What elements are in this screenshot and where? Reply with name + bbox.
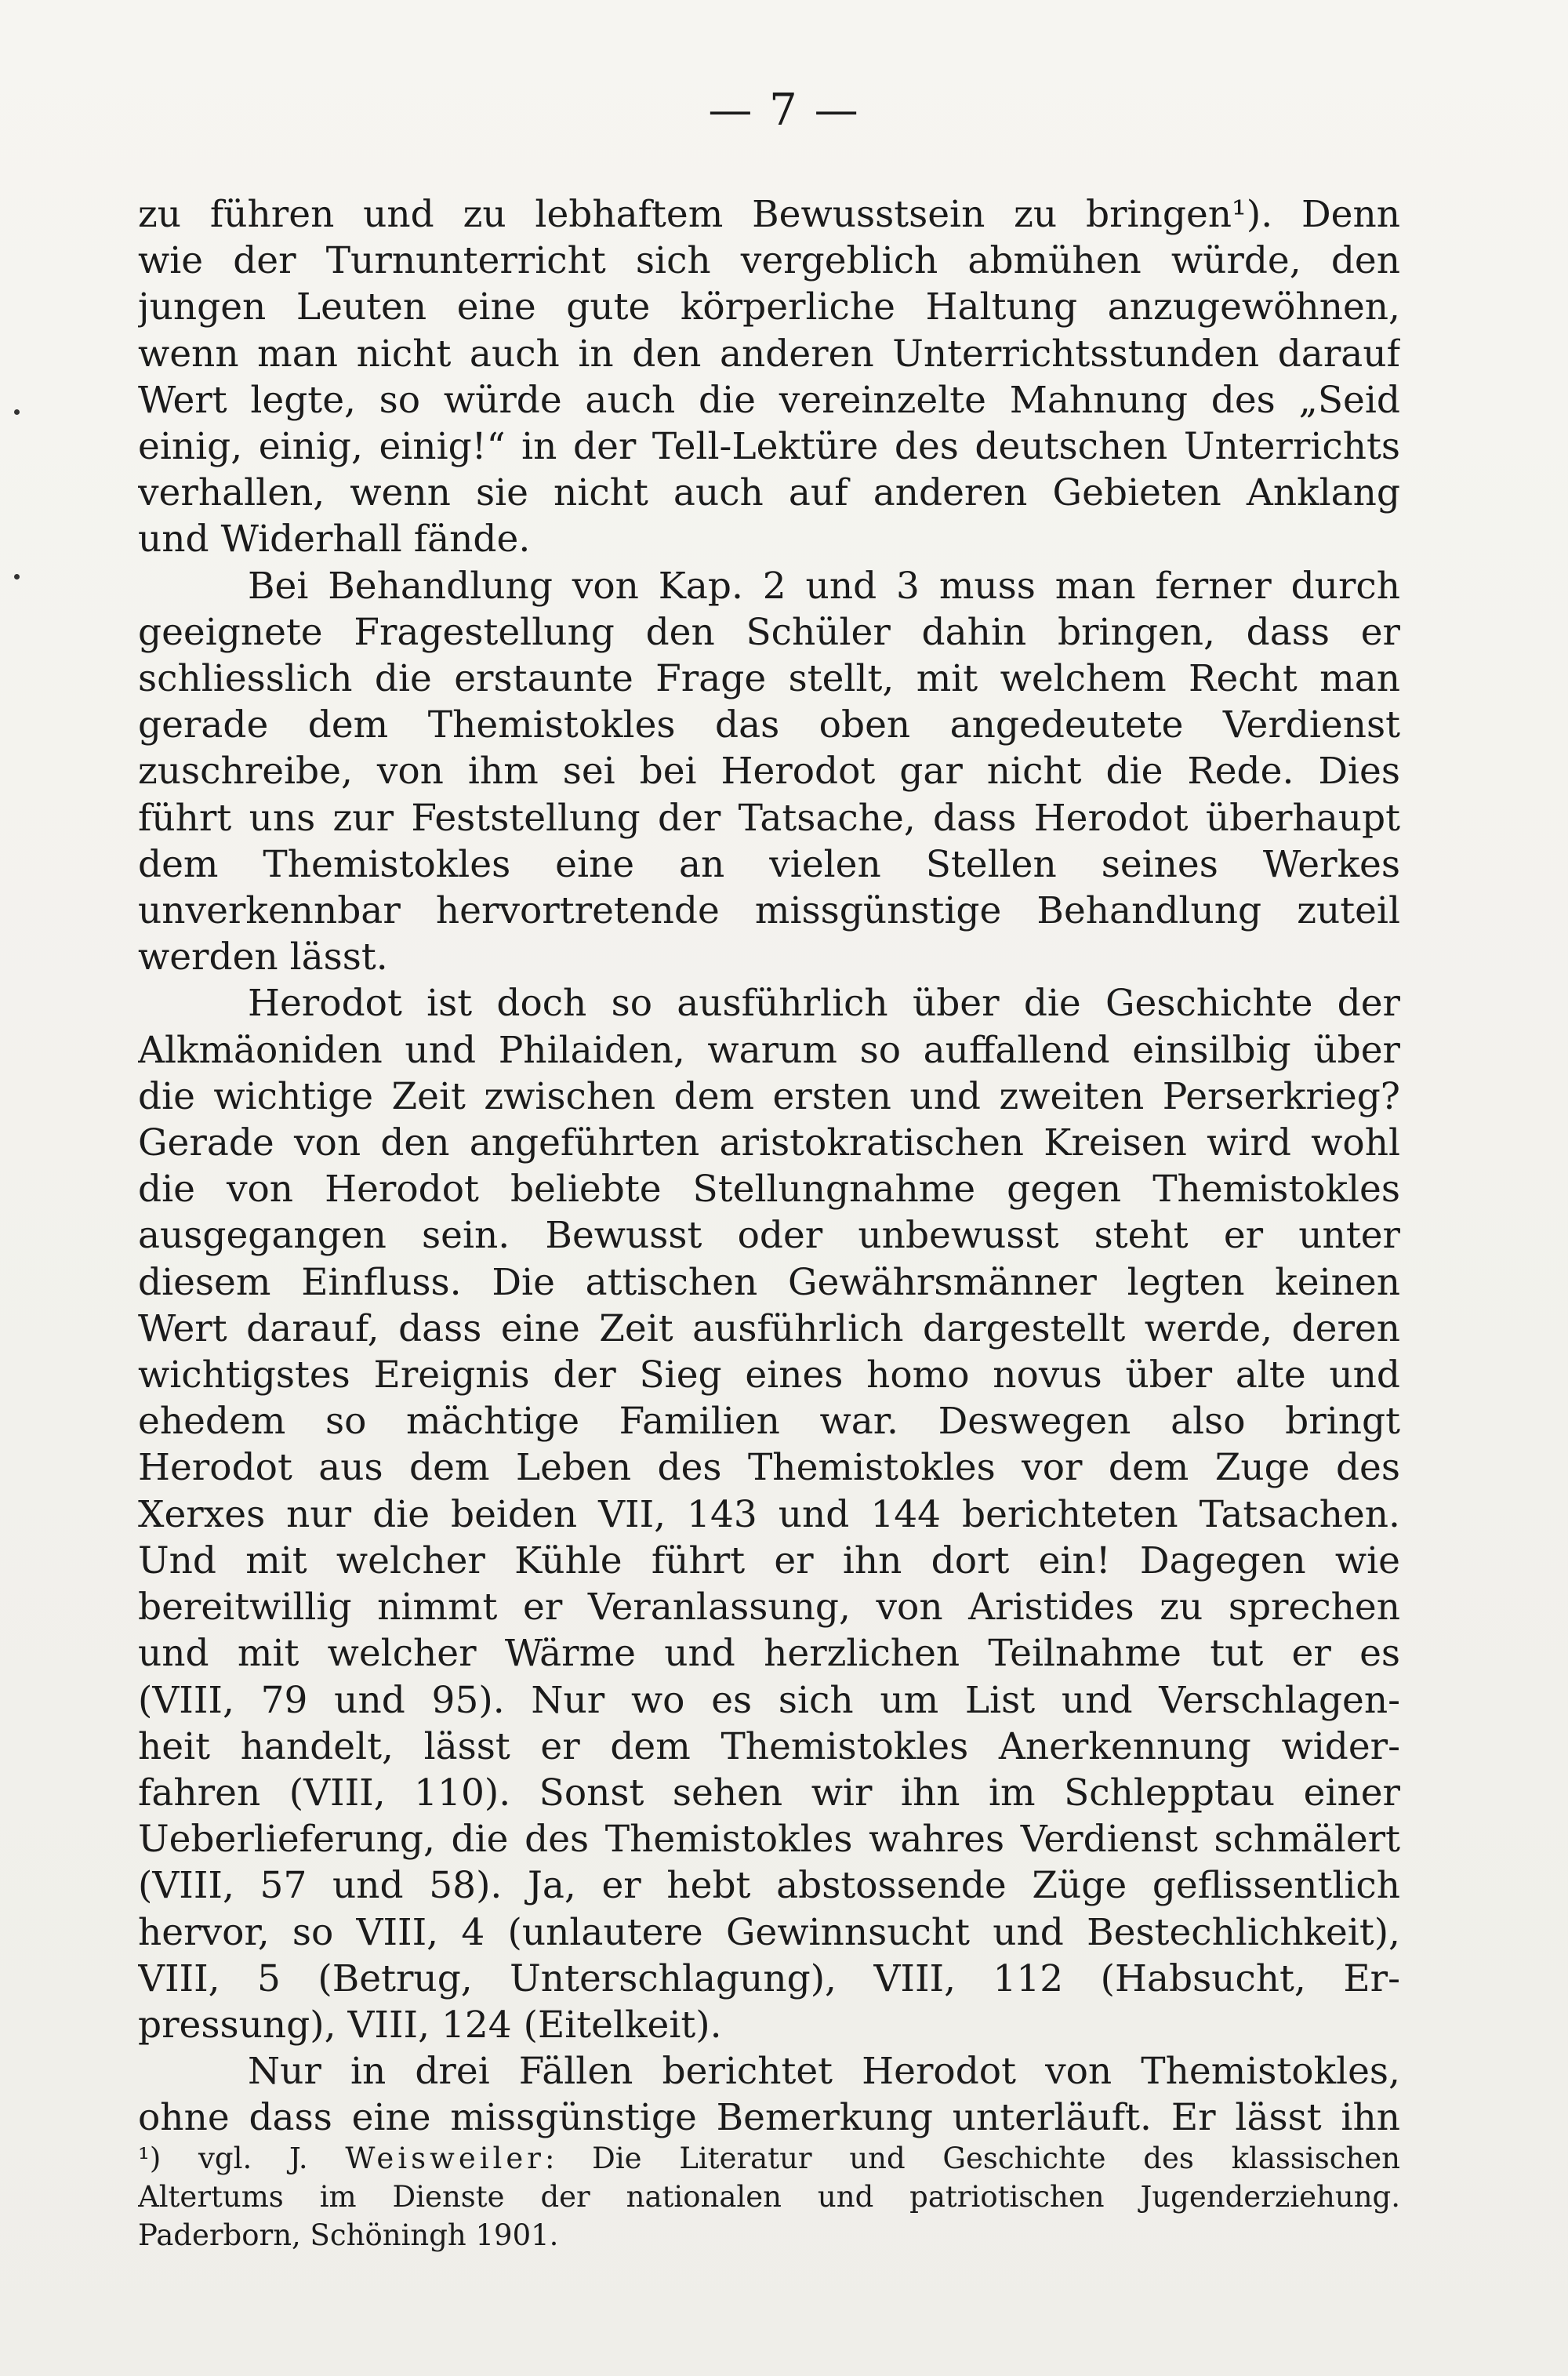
- text-line: werden lässt.: [138, 936, 388, 979]
- text-line: Wert darauf, dass eine Zeit ausführlich dargestellt werde, deren: [138, 1306, 1400, 1350]
- text-line: Nur in drei Fällen berichtet Herodot von Themistokles,: [248, 2050, 1400, 2094]
- text-line: (VIII, 57 und 58). Ja, er hebt abstossende Züge geflissentlich: [138, 1864, 1400, 1908]
- footnote: [138, 2139, 1400, 2254]
- footnote-line: Altertums im Dienste der nationalen und patriotischen Jugenderziehung.: [138, 2180, 1400, 2214]
- text-line: heit handelt, lässt er dem Themistokles Anerkennung wider-: [138, 1724, 1400, 1768]
- text-line: (VIII, 79 und 95). Nur wo es sich um List und Verschlagen-: [138, 1678, 1400, 1722]
- text-line: Alkmäoniden und Philaiden, warum so auffallend einsilbig über: [138, 1028, 1400, 1072]
- text-line: VIII, 5 (Betrug, Unterschlagung), VIII, 112 (Habsucht, Er-: [138, 1956, 1400, 2000]
- margin-dot-mark: [14, 574, 20, 579]
- paragraph-1: [138, 191, 1400, 563]
- text-line: zu führen und zu lebhaftem Bewusstsein zu bringen¹). Denn: [138, 193, 1400, 236]
- text-line: zuschreibe, von ihm sei bei Herodot gar nicht die Rede. Dies: [138, 750, 1400, 794]
- text-line: und Widerhall fände.: [138, 518, 531, 561]
- footnote-line: Paderborn, Schöningh 1901.: [138, 2218, 559, 2252]
- text-line: die wichtige Zeit zwischen dem ersten und zweiten Perserkrieg?: [138, 1074, 1400, 1118]
- footnote-title: : Die Literatur und Geschichte des klassischen: [544, 2142, 1400, 2175]
- text-line: einig, einig, einig!“ in der Tell-Lektüre des deutschen Unterrichts: [138, 425, 1400, 469]
- paragraph-2: [138, 563, 1400, 981]
- text-line: diesem Einfluss. Die attischen Gewährsmänner legten keinen: [138, 1260, 1400, 1304]
- text-line: Bei Behandlung von Kap. 2 und 3 muss man ferner durch: [248, 564, 1400, 608]
- text-line: hervor, so VIII, 4 (unlautere Gewinnsucht und Bestechlichkeit),: [138, 1910, 1400, 1954]
- text-line: fahren (VIII, 110). Sonst sehen wir ihn im Schlepptau einer: [138, 1771, 1400, 1815]
- text-line: schliesslich die erstaunte Frage stellt, mit welchem Recht man: [138, 657, 1400, 701]
- text-line: Xerxes nur die beiden VII, 143 und 144 berichteten Tatsachen.: [138, 1492, 1400, 1536]
- text-line: Ueberlieferung, die des Themistokles wahres Verdienst schmälert: [138, 1818, 1400, 1862]
- paragraph-3: [138, 980, 1400, 2048]
- footnote-line: [138, 2139, 1400, 2178]
- text-line: unverkennbar hervortretende missgünstige Behandlung zuteil: [138, 889, 1400, 933]
- text-line: bereitwillig nimmt er Veranlassung, von Aristides zu sprechen: [138, 1586, 1400, 1629]
- text-line: Herodot aus dem Leben des Themistokles vor dem Zuge des: [138, 1446, 1400, 1490]
- margin-dot-mark: [14, 409, 20, 415]
- text-line: verhallen, wenn sie nicht auch auf anderen Gebieten Anklang: [138, 471, 1400, 515]
- text-line: ohne dass eine missgünstige Bemerkung unterläuft. Er lässt ihn: [138, 2096, 1400, 2140]
- text-line: führt uns zur Feststellung der Tatsache, dass Herodot überhaupt: [138, 796, 1400, 840]
- text-line: pressung), VIII, 124 (Eitelkeit).: [138, 2003, 722, 2047]
- footnote-ref-prefix: vgl. J.: [198, 2142, 308, 2175]
- text-line: Herodot ist doch so ausführlich über die Geschichte der: [248, 982, 1400, 1026]
- text-line: dem Themistokles eine an vielen Stellen seines Werkes: [138, 842, 1400, 886]
- text-line: wie der Turnunterricht sich vergeblich abmühen würde, den: [138, 239, 1400, 283]
- text-line: Und mit welcher Kühle führt er ihn dort ein! Dagegen wie: [138, 1539, 1400, 1582]
- text-line: und mit welcher Wärme und herzlichen Teilnahme tut er es: [138, 1632, 1400, 1676]
- page-number: — 7 —: [708, 85, 860, 136]
- text-line: ausgegangen sein. Bewusst oder unbewusst steht er unter: [138, 1214, 1400, 1258]
- text-line: gerade dem Themistokles das oben angedeutete Verdienst: [138, 703, 1400, 747]
- text-line: wichtigstes Ereignis der Sieg eines homo novus über alte und: [138, 1353, 1400, 1397]
- body-text: [138, 191, 1400, 2142]
- text-line: geeignete Fragestellung den Schüler dahin bringen, dass er: [138, 610, 1400, 654]
- text-line: Gerade von den angeführten aristokratischen Kreisen wird wohl: [138, 1121, 1400, 1165]
- paragraph-4: [138, 2048, 1400, 2141]
- footnote-marker: ¹): [138, 2142, 162, 2175]
- text-line: jungen Leuten eine gute körperliche Haltung anzugewöhnen,: [138, 285, 1400, 329]
- text-line: die von Herodot beliebte Stellungnahme gegen Themistokles: [138, 1168, 1400, 1212]
- text-line: ehedem so mächtige Familien war. Deswegen also bringt: [138, 1400, 1400, 1444]
- footnote-author: Weisweiler: [345, 2142, 545, 2175]
- text-line: Wert legte, so würde auch die vereinzelte Mahnung des „Seid: [138, 378, 1400, 422]
- text-line: wenn man nicht auch in den anderen Unterrichtsstunden darauf: [138, 332, 1400, 376]
